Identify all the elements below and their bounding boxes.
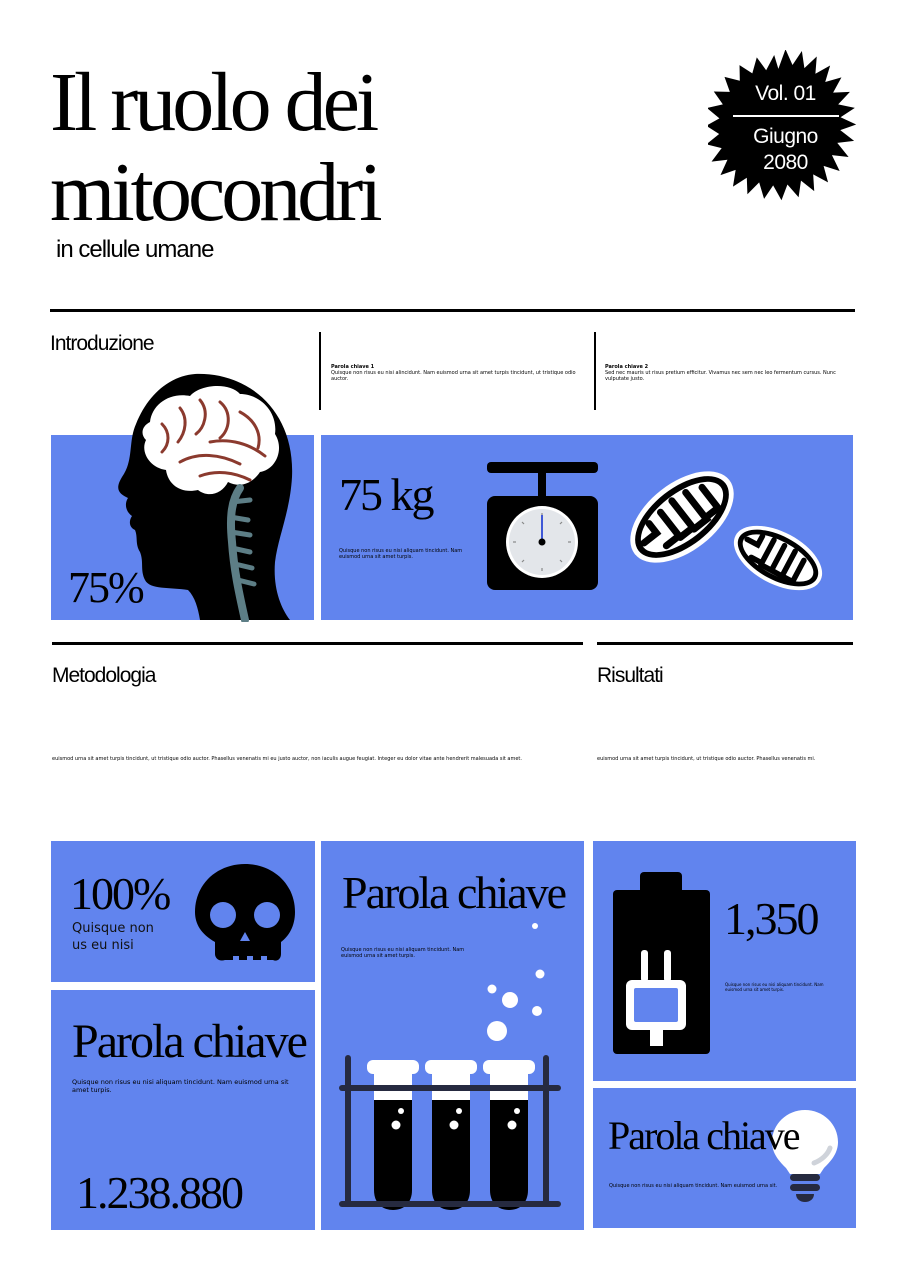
keyword-2-text: Sed nec mauris ut risus pretium efficitur. Vivamus nec sem nec leo fermentum cursus. Nunc vulputate justo.	[605, 370, 836, 382]
skull-icon	[195, 862, 295, 962]
section-divider	[50, 309, 855, 312]
bulb-title: Parola chiave	[608, 1113, 799, 1158]
column-divider	[319, 332, 321, 410]
mitochondria-small-icon	[728, 518, 828, 598]
bulb-text: Quisque non risus eu nisi aliquam tincidunt. Nam euismod urna sit.	[609, 1183, 778, 1189]
skull-caption-line1: Quisque non	[72, 921, 154, 936]
badge-month: Giugno	[753, 125, 818, 148]
keyword-center-title: Parola chiave	[342, 867, 566, 918]
methodology-text: euismod urna sit amet turpis tincidunt, ut tristique odio auctor. Phasellus venenatis mi eu justo auctor, non iaculis augue feugiat. Integer eu dolor vitae ante hendrerit malesuada sit amet.	[52, 756, 522, 762]
skull-stat: 100%	[70, 868, 170, 919]
methodology-rule	[52, 642, 583, 645]
column-divider	[594, 332, 596, 410]
battery-plug-icon	[612, 870, 712, 1055]
keyword-1-block	[331, 364, 581, 382]
badge-volume: Vol. 01	[755, 82, 816, 105]
keyword-2-block	[605, 364, 855, 382]
keyword-1-text: Quisque non risus eu nisi alincidunt. Nam euismod urna sit amet turpis tincidunt, ut tristique odio auctor.	[331, 370, 576, 382]
weight-text: Quisque non risus eu nisi aliquam tincidunt. Nam euismod urna sit amet turpis.	[339, 548, 463, 560]
battery-text: Quisque non risus eu nisi aliquam tincidunt. Nam euismod urna sit amet turpis.	[725, 982, 824, 992]
scale-icon	[486, 460, 601, 592]
keyword-center-text: Quisque non risus eu nisi aliquam tincidunt. Nam euismod urna sit amet turpis.	[341, 947, 465, 959]
badge-year: 2080	[763, 151, 808, 174]
page-title	[50, 58, 379, 238]
keyword-left-stat: 1.238.880	[76, 1167, 242, 1218]
skull-caption	[72, 920, 154, 954]
title-line-1: Il ruolo dei	[50, 56, 376, 149]
title-line-2: mitocondri	[50, 146, 379, 239]
keyword-1-label: Parola chiave 1	[331, 364, 375, 370]
skull-caption-line2: us eu nisi	[72, 938, 134, 953]
stat-weight: 75 kg	[339, 469, 433, 520]
keyword-left-text: Quisque non risus eu nisi aliquam tincidunt. Nam euismod urna sit amet turpis.	[72, 1078, 289, 1094]
keyword-2-label: Parola chiave 2	[605, 364, 649, 370]
badge-divider	[733, 115, 839, 117]
mitochondria-icon	[622, 462, 742, 572]
results-heading: Risultati	[597, 664, 663, 687]
keyword-left-title: Parola chiave	[72, 1015, 306, 1068]
stat-percent: 75%	[68, 563, 143, 612]
intro-heading: Introduzione	[50, 332, 154, 355]
methodology-heading: Metodologia	[52, 664, 156, 687]
results-rule	[597, 642, 853, 645]
badge-date	[708, 124, 863, 176]
results-text: euismod urna sit amet turpis tincidunt, ut tristique odio auctor. Phasellus venenatis mi.	[597, 756, 816, 762]
battery-stat: 1,350	[724, 893, 818, 944]
subtitle: in cellule umane	[56, 236, 214, 263]
test-tubes-icon	[330, 920, 580, 1220]
